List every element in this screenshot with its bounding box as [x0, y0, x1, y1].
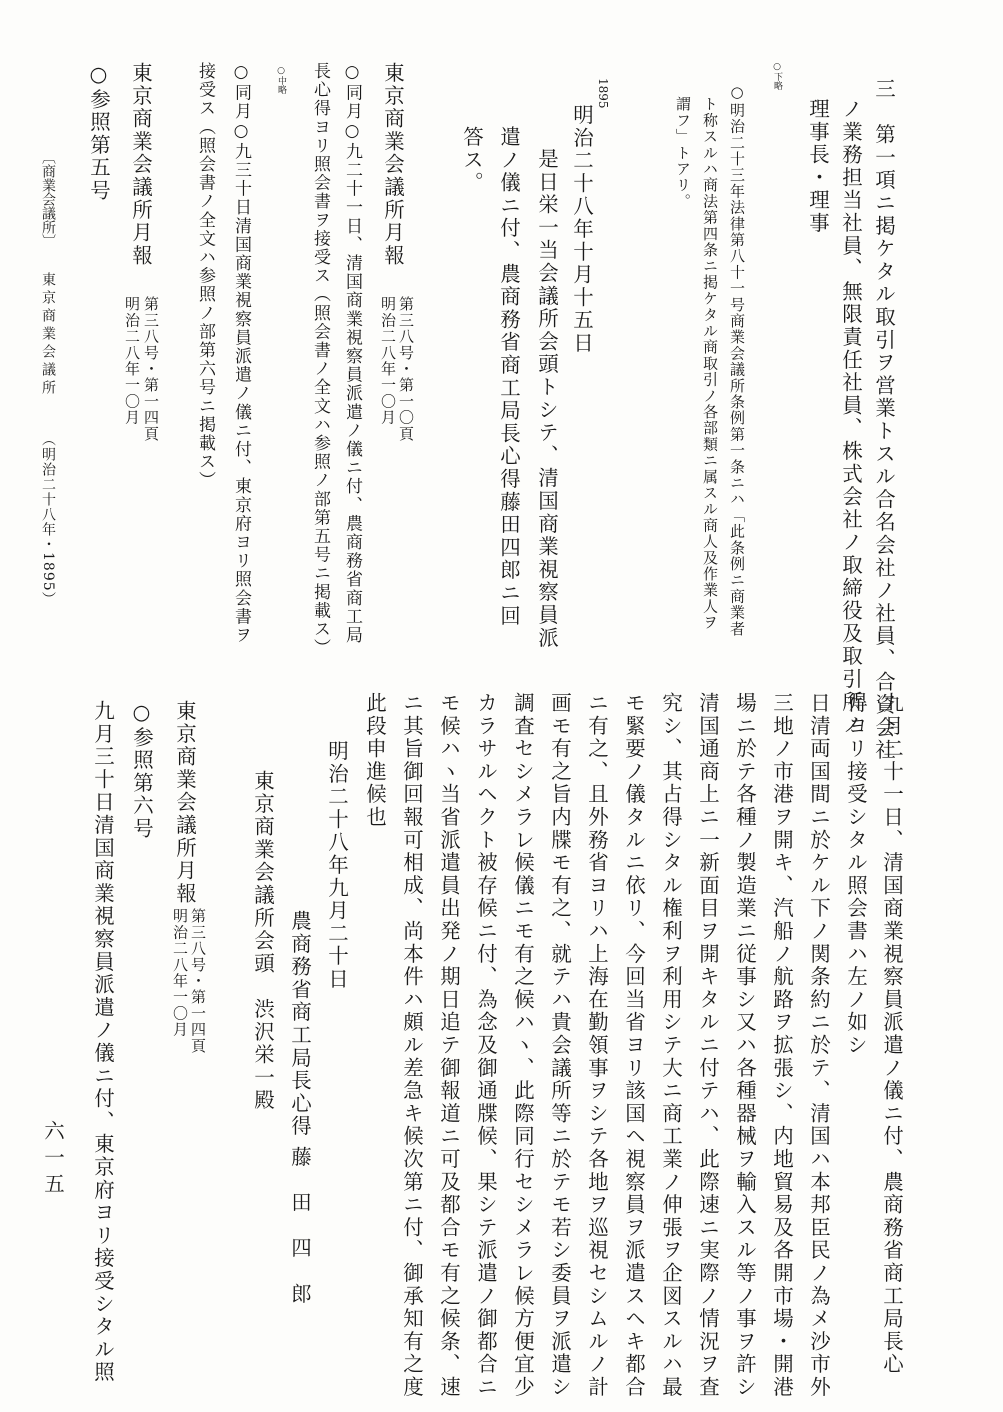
text-line: 接受ス（照会書ノ全文ハ参照ノ部第六号ニ掲載ス） — [195, 62, 215, 490]
letter-date: 明治二十八年九月二十日 — [324, 740, 349, 991]
continuation-line: 九月三十日清国商業視察員派遣ノ儀ニ付、東京府ヨリ接受シタル照 — [90, 700, 115, 1384]
entry-line-1: 是日栄一当会議所会頭トシテ、清国商業視察員派 — [534, 148, 559, 650]
letter-line-4: 三地ノ市港ヲ開キ、汽船ノ航路ヲ拡張シ、内地貿易及各開市場・開港 — [769, 692, 794, 1399]
article-line-3: 理事長・理事 — [805, 98, 830, 235]
western-year: 1895 — [596, 78, 610, 109]
margin-organization: 東京商業会議所 — [40, 272, 56, 398]
omission-mark: ○中略 — [276, 66, 286, 94]
letter-line-8: モ緊要ノ儀タルニ依リ、今回当省ヨリ該国ヘ視察員ヲ派遣スヘキ都合 — [621, 692, 646, 1399]
sender-name: 藤 田 四 郎 — [287, 1146, 312, 1306]
letter-line-9: ニ有之、且外務省ヨリハ上海在勤領事ヲシテ各地ヲ巡視セシムルノ計 — [584, 692, 609, 1399]
margin-era: （明治二十八年・1895） — [40, 432, 56, 607]
article-line-1: 三 第一項ニ掲ケタル取引ヲ営業トスル合名会社ノ社員、合資会社 — [871, 78, 896, 762]
source-date: 明治二八年一〇月 — [123, 296, 141, 426]
letter-line-1: 九月二十一日、清国商業視察員派遣ノ儀ニ付、農商務省商工局長心 — [879, 692, 904, 1376]
source-issue: 第三八号・第一四頁 — [189, 908, 207, 1054]
source-issue: 第三八号・第一〇頁 — [397, 296, 415, 442]
sender-title: 農商務省商工局長心得 — [287, 910, 312, 1138]
letter-line-15: 此段申進候也 — [362, 692, 387, 829]
reference-heading: ○参照第五号 — [86, 62, 111, 203]
entry-line-2: 遣ノ儀ニ付、農商務省商工局長心得藤田四郎ニ回 — [496, 126, 521, 628]
letter-line-2: 得ヨリ接受シタル照会書ハ左ノ如シ — [843, 692, 868, 1057]
source-date: 明治二八年一〇月 — [171, 908, 189, 1038]
source-date: 明治二八年一〇月 — [379, 296, 397, 426]
letter-recipient: 東京商業会議所会頭 渋沢栄一殿 — [250, 770, 275, 1112]
source-issue: 第三八号・第一四頁 — [142, 296, 160, 442]
letter-line-13: モ候ハヽ当省派遣員出発ノ期日追テ御報道ニ可及都合モ有之候条、速 — [436, 692, 461, 1399]
note-line-1: ○明治二十三年法律第八十一号商業会議所条例第一条ニハ「此条例ニ商業者 — [728, 83, 746, 637]
text-line: 長心得ヨリ照会書ヲ接受ス（照会書ノ全文ハ参照ノ部第五号ニ掲載ス） — [310, 62, 330, 658]
letter-line-12: カラサルヘクト被存候ニ付、為念及御通牒候、果シテ派遣ノ御都合ニ — [473, 692, 498, 1399]
page-number: 六一五 — [40, 1120, 65, 1200]
letter-line-11: 調査セシメラレ候儀ニモ有之候ハヽ、此際同行セシメラレ候方便宜少 — [510, 692, 535, 1399]
entry-line-3: 答ス。 — [459, 126, 484, 195]
letter-line-7: 究シ、其占得シタル権利ヲ利用シテ大ニ商工業ノ伸張ヲ企図スルハ最 — [658, 692, 683, 1399]
letter-line-5: 場ニ於テ各種ノ製造業ニ従事シ又ハ各種器械ヲ輸入スル等ノ事ヲ許シ — [732, 692, 757, 1399]
margin-category: 〔商業会議所〕 — [40, 150, 56, 248]
source-title: 東京商業会議所月報 — [172, 700, 197, 906]
reference-heading: ○参照第六号 — [129, 700, 154, 841]
text-line: ○同月○九二十一日、清国商業視察員派遣ノ儀ニ付、農商務省商工局 — [342, 62, 362, 645]
article-line-2: ノ業務担当社員、無限責任社員、株式会社ノ取締役及取引所ノ — [838, 98, 863, 737]
omission-mark: ○下略 — [772, 62, 782, 90]
letter-line-3: 日清両国間ニ於ケル下ノ関条約ニ於テ、清国ハ本邦臣民ノ為メ沙市外 — [806, 692, 831, 1399]
note-line-3: 謂フ」トアリ。 — [674, 96, 692, 210]
source-title: 東京商業会議所月報 — [380, 62, 405, 268]
text-line: ○同月○九三十日清国商業視察員派遣ノ儀ニ付、東京府ヨリ照会書ヲ — [231, 62, 251, 645]
entry-date: 明治二十八年十月十五日 — [569, 104, 594, 355]
source-title: 東京商業会議所月報 — [128, 62, 153, 268]
letter-line-14: ニ其旨御回報可相成、尚本件ハ頗ル差急キ候次第ニ付、御承知有之度 — [399, 692, 424, 1399]
note-line-2: ト称スルハ商法第四条ニ掲ケタル商取引ノ各部類ニ属スル商人及作業人ヲ — [701, 96, 719, 631]
letter-line-10: 画モ有之旨内牒モ有之、就テハ貴会議所等ニ於テモ若シ委員ヲ派遣シ — [547, 692, 572, 1399]
letter-line-6: 清国通商上ニ一新面目ヲ開キタルニ付テハ、此際速ニ実際ノ情況ヲ査 — [695, 692, 720, 1399]
